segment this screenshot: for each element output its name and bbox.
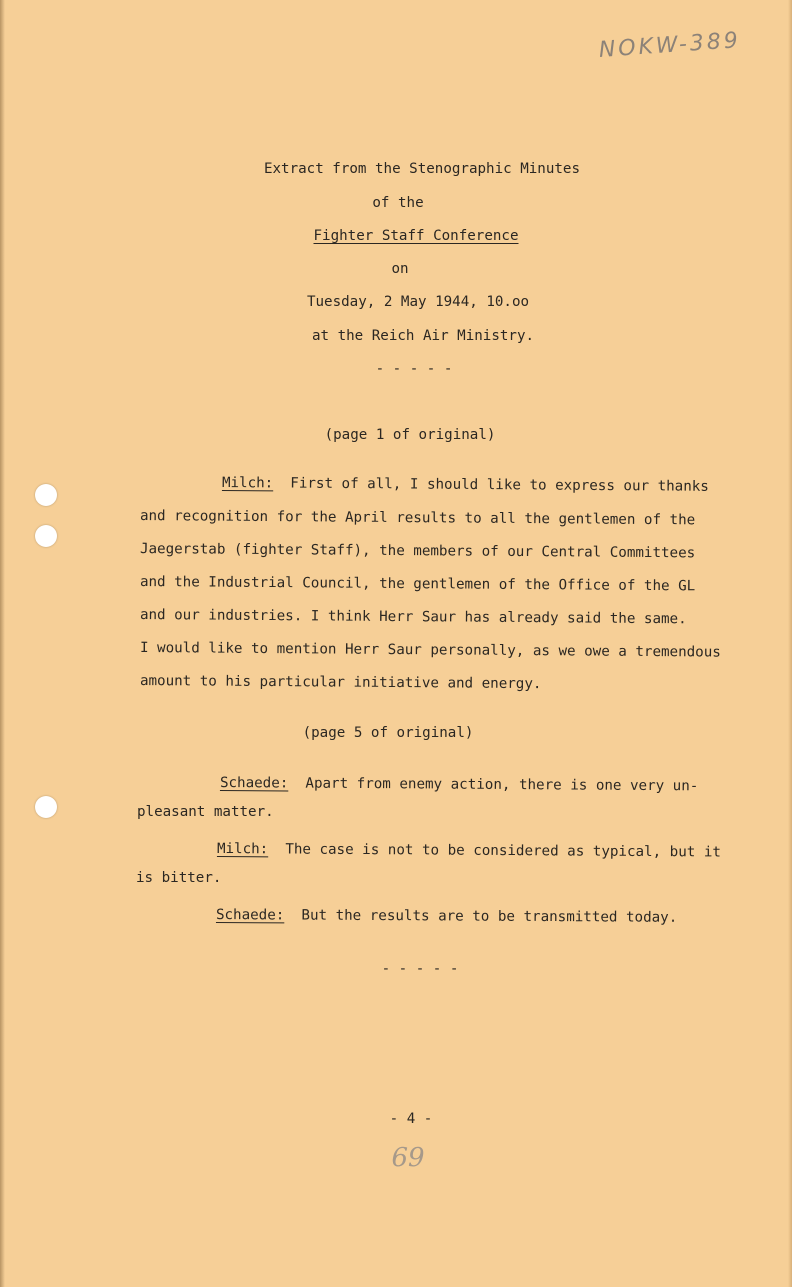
handwritten-folio-number: 69 [391,1143,425,1173]
milch-statement-line: and our industries. I think Herr Saur has already said the same. [139,607,687,628]
page-5-marker [0,724,792,742]
heading-title [0,227,792,245]
heading-line-4: on [391,261,409,277]
milch-statement-line: and recognition for the April results to all the gentlemen of the [139,508,696,529]
milch-statement-line: Jaegerstab (fighter Staff), the members of our Central Committees [139,541,696,562]
punch-hole [35,484,57,506]
schaede-statement-line: pleasant matter. [137,804,274,820]
heading-line-2: of the [372,195,424,211]
statement-text: But the results are to be transmitted today. [301,907,678,926]
milch-statement-line: and the Industrial Council, the gentlemen of the Office of the GL [139,574,696,595]
milch-statement-line: amount to his particular initiative and energy. [139,673,542,693]
document-number-handwritten: NOKW-389 [598,28,742,63]
punch-hole [35,525,57,547]
schaede-statement-line-1 [216,906,677,927]
speaker-milch: Milch: [221,475,274,492]
speaker-schaede: Schaede: [219,775,289,792]
milch-statement-line: is bitter. [136,870,222,886]
heading-date: Tuesday, 2 May 1944, 10.oo [306,294,530,310]
statement-text: First of all, I should like to express our thanks [290,475,709,495]
heading-separator: - - - - - [375,361,453,377]
schaede-statement-line-1 [220,774,698,795]
conference-title: Fighter Staff Conference [313,228,519,244]
page-5-marker-text: (page 5 of original) [302,725,474,741]
milch-statement-line-1 [217,840,721,862]
milch-statement-line-1 [222,474,709,496]
milch-statement-line: I would like to mention Herr Saur personally, as we owe a tremendous [139,640,721,661]
statement-text: Apart from enemy action, there is one very un- [305,775,699,795]
heading-location: at the Reich Air Ministry. [311,328,535,344]
page-number: - 4 - [389,1111,433,1127]
speaker-schaede: Schaede: [215,907,285,924]
end-separator: - - - - - [381,961,459,977]
heading-line-1: Extract from the Stenographic Minutes [263,161,581,177]
speaker-milch: Milch: [216,841,269,858]
punch-hole [35,796,57,818]
page-1-marker: (page 1 of original) [324,427,496,443]
statement-text: The case is not to be considered as typical, but it [285,841,722,861]
